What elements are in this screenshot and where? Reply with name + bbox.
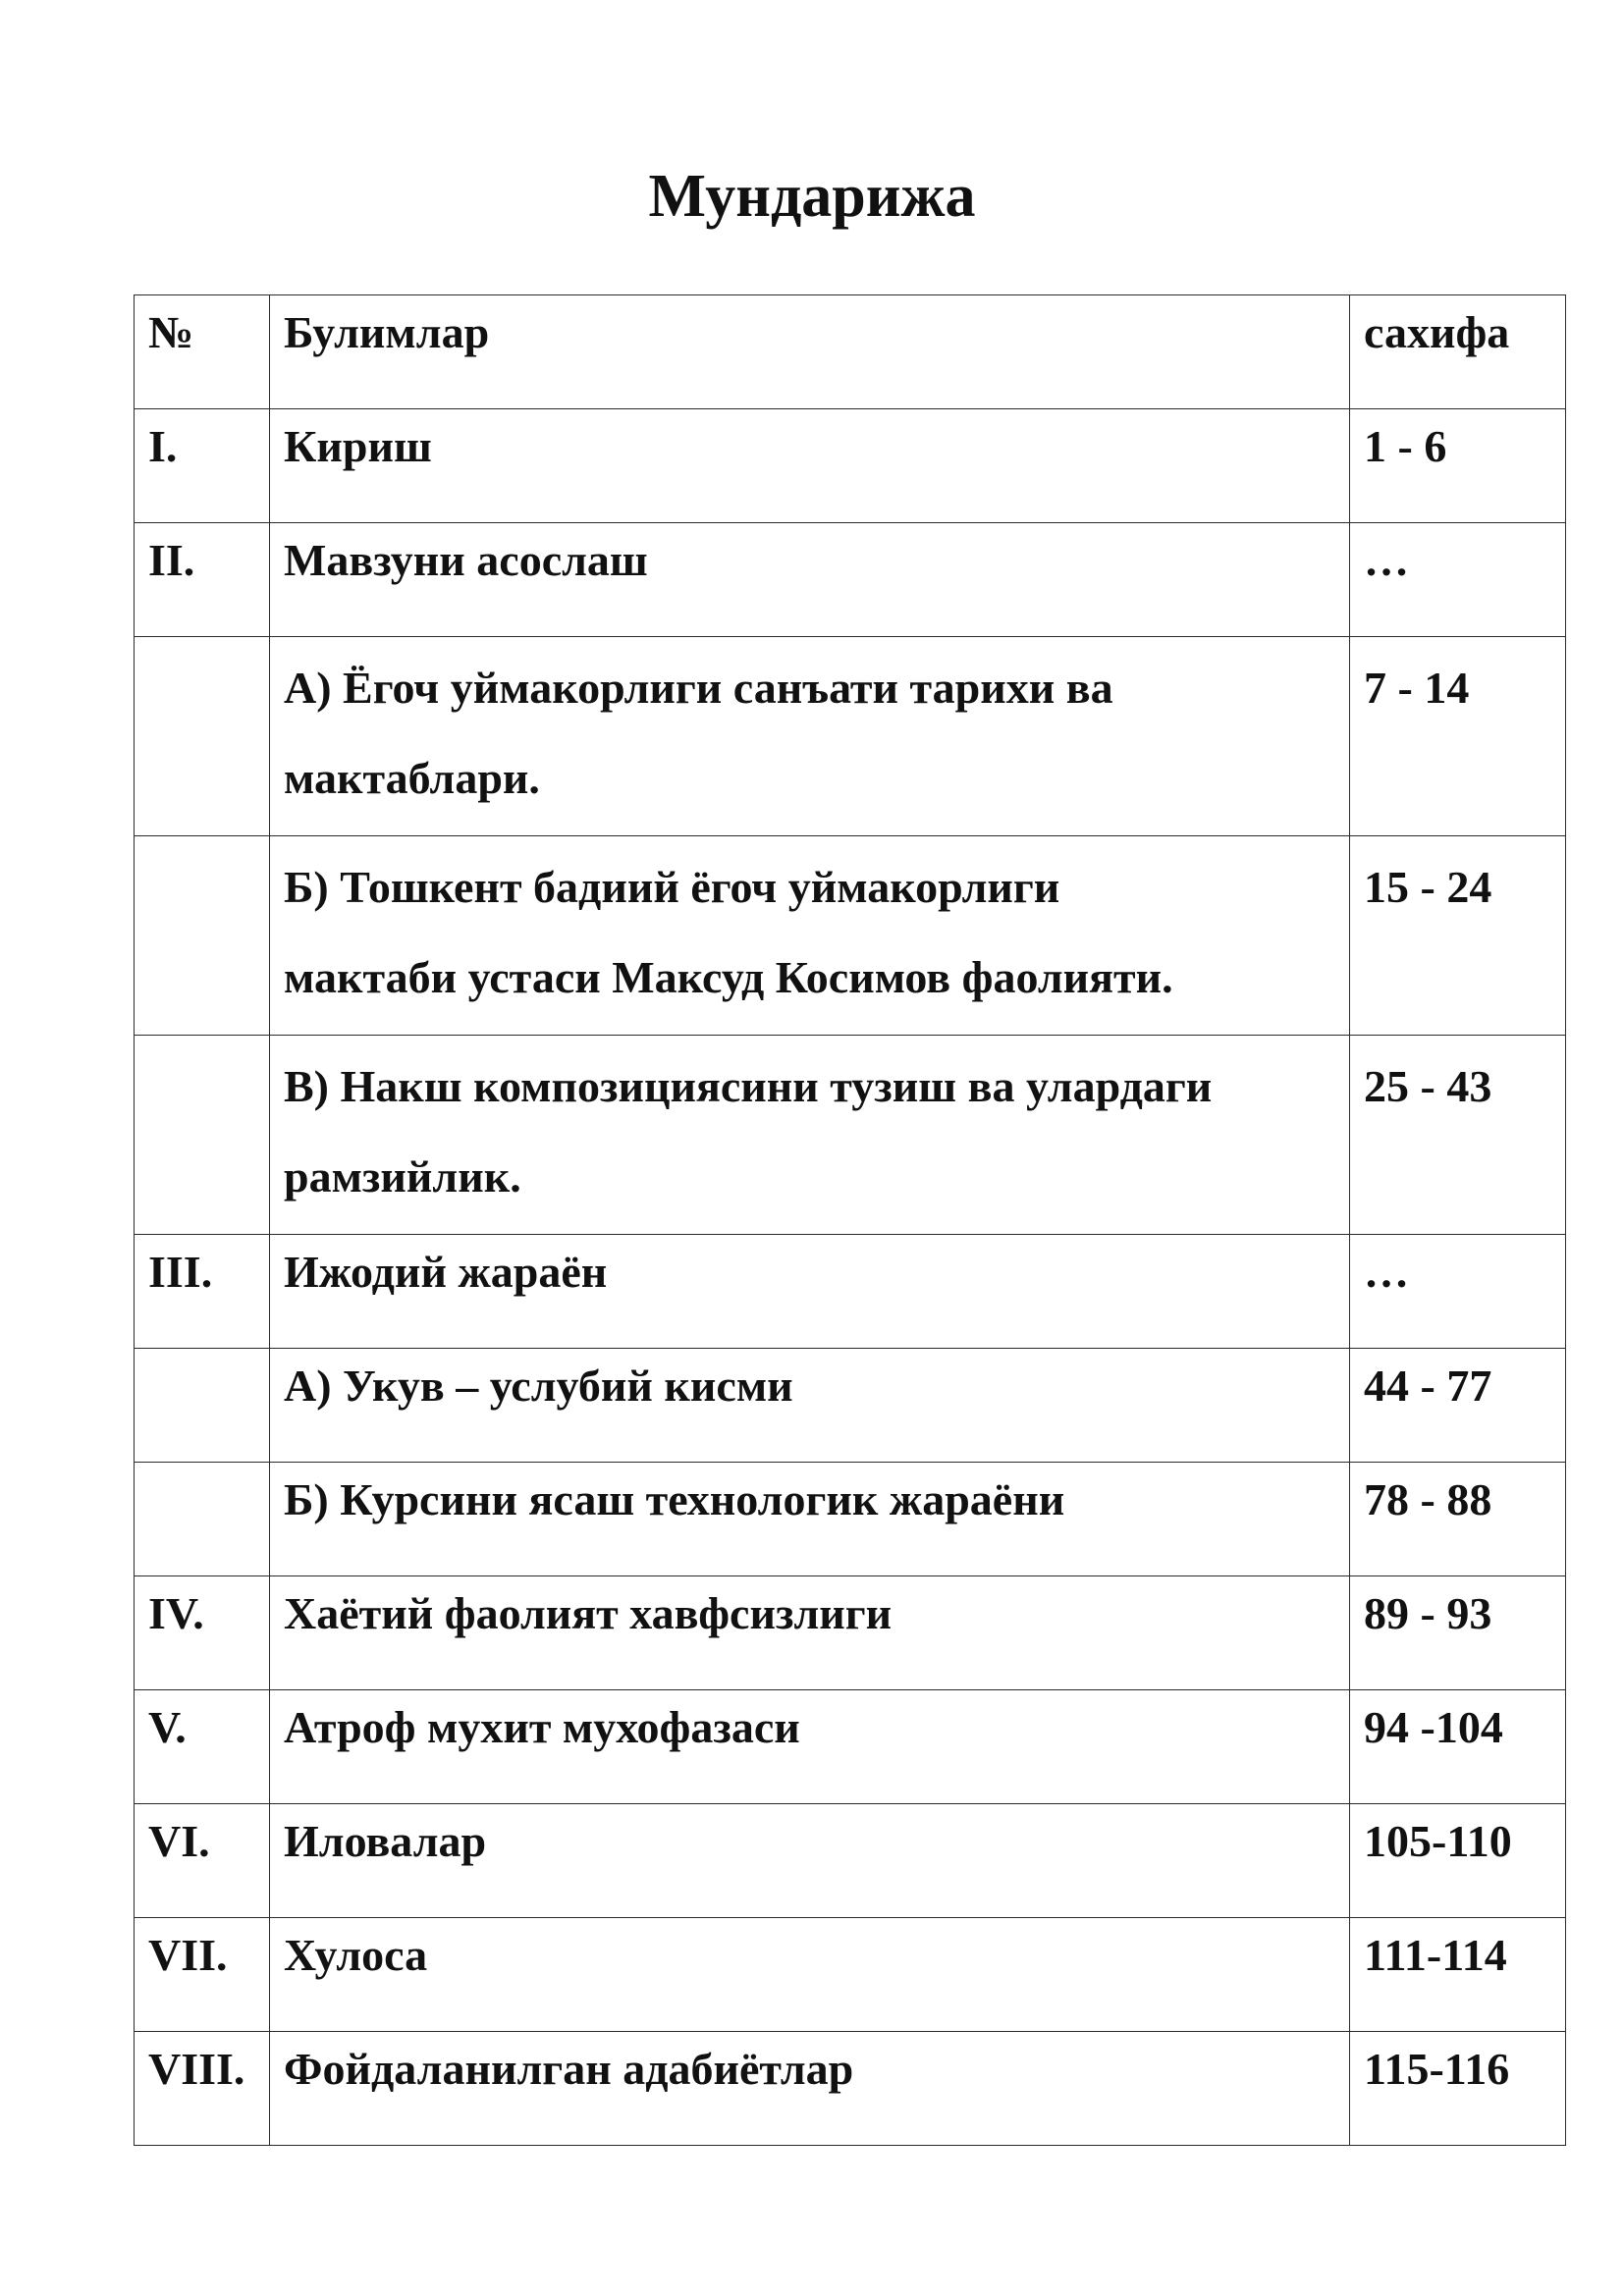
row-section	[270, 637, 1350, 836]
row-section-line-2: мактаби устаси Максуд Косимов фаолияти.	[284, 952, 1173, 1002]
row-number: VI.	[135, 1804, 270, 1918]
row-number: I.	[135, 409, 270, 523]
row-number: II.	[135, 523, 270, 637]
row-number: VII.	[135, 1918, 270, 2032]
table-row	[135, 836, 1566, 1036]
table-row	[135, 2032, 1566, 2146]
row-page: 44 - 77	[1350, 1349, 1566, 1463]
row-section: Ижодий жараён	[270, 1235, 1350, 1349]
table-row	[135, 1804, 1566, 1918]
row-number	[135, 637, 270, 836]
row-section-line-1: Б) Тошкент бадиий ёгоч уймакорлиги	[284, 862, 1060, 912]
column-header-page: сахифа	[1350, 295, 1566, 409]
table-row	[135, 1576, 1566, 1690]
table-row	[135, 1690, 1566, 1804]
row-page: 15 - 24	[1350, 836, 1566, 1036]
row-number	[135, 836, 270, 1036]
row-section: Кириш	[270, 409, 1350, 523]
row-section: Б) Курсини ясаш технологик жараёни	[270, 1463, 1350, 1576]
column-header-sections: Булимлар	[270, 295, 1350, 409]
row-page: …	[1350, 523, 1566, 637]
row-number	[135, 1463, 270, 1576]
column-header-number: №	[135, 295, 270, 409]
row-section-line-1: А) Ёгоч уймакорлиги санъати тарихи ва	[284, 663, 1113, 713]
table-header-row	[135, 295, 1566, 409]
row-page: 94 -104	[1350, 1690, 1566, 1804]
row-page: 78 - 88	[1350, 1463, 1566, 1576]
table-row	[135, 1036, 1566, 1235]
row-page: 105-110	[1350, 1804, 1566, 1918]
row-section	[270, 1036, 1350, 1235]
row-section: А) Укув – услубий кисми	[270, 1349, 1350, 1463]
row-section: Иловалар	[270, 1804, 1350, 1918]
row-section: Хулоса	[270, 1918, 1350, 2032]
table-row	[135, 523, 1566, 637]
row-number: IV.	[135, 1576, 270, 1690]
row-section: Фойдаланилган адабиётлар	[270, 2032, 1350, 2146]
row-page: 7 - 14	[1350, 637, 1566, 836]
row-section: Мавзуни асослаш	[270, 523, 1350, 637]
row-page: 25 - 43	[1350, 1036, 1566, 1235]
row-number: VIII.	[135, 2032, 270, 2146]
row-section-line-2: мактаблари.	[284, 753, 540, 803]
page-title: Мундарижа	[648, 163, 976, 230]
table-row	[135, 1463, 1566, 1576]
table-row	[135, 1918, 1566, 2032]
row-section	[270, 836, 1350, 1036]
row-number	[135, 1349, 270, 1463]
contents-table	[134, 294, 1566, 2146]
row-section: Атроф мухит мухофазаси	[270, 1690, 1350, 1804]
row-section-line-1: В) Накш композициясини тузиш ва улардаги	[284, 1061, 1213, 1111]
table-row	[135, 1349, 1566, 1463]
table-row	[135, 637, 1566, 836]
row-section-line-2: рамзийлик.	[284, 1151, 521, 1201]
row-page: 89 - 93	[1350, 1576, 1566, 1690]
row-number	[135, 1036, 270, 1235]
row-page: 115-116	[1350, 2032, 1566, 2146]
row-page: 1 - 6	[1350, 409, 1566, 523]
row-section: Хаётий фаолият хавфсизлиги	[270, 1576, 1350, 1690]
row-page: …	[1350, 1235, 1566, 1349]
table-row	[135, 409, 1566, 523]
row-number: V.	[135, 1690, 270, 1804]
row-page: 111-114	[1350, 1918, 1566, 2032]
table-row	[135, 1235, 1566, 1349]
row-number: III.	[135, 1235, 270, 1349]
